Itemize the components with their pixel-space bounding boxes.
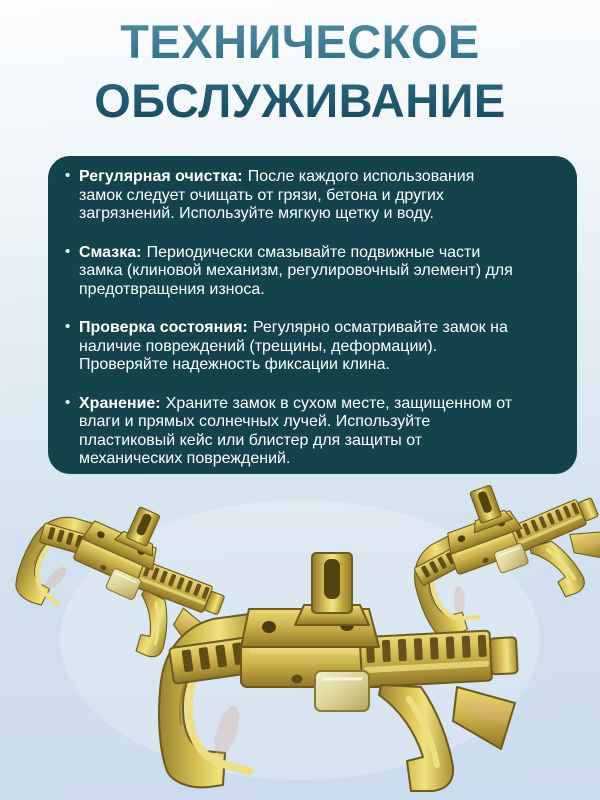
bullet-marker: •	[65, 393, 71, 411]
maintenance-list	[64, 168, 516, 469]
item-label: Смазка:	[79, 243, 142, 261]
bullet-marker: •	[65, 242, 71, 260]
item-text: Регулярно осматривайте замок на наличие повреждений (трещины, деформации). Проверяйте надежность фиксации клина.	[79, 319, 508, 373]
item-text: Храните замок в сухом месте, защищенном от влаги и прямых солнечных лучей. Используйте пластиковый кейс или блистер для защиты от механических повреждений.	[79, 394, 513, 467]
item-text: После каждого использования замок следует очищать от грязи, бетона и других загрязнений. Используйте мягкую щетку и воду.	[79, 168, 475, 222]
maintenance-card	[48, 156, 577, 474]
item-text: Периодически смазывайте подвижные части замка (клиновой механизм, регулировочный элемент) для предотвращения износа.	[79, 243, 513, 298]
bullet-marker: •	[65, 167, 71, 184]
page-title	[0, 12, 600, 130]
item-label: Проверка состояния:	[79, 319, 248, 336]
maintenance-item-cleaning	[64, 168, 516, 224]
bullet-marker: •	[65, 318, 71, 335]
page-title-line-2: ОБСЛУЖИВАНИЕ	[94, 74, 506, 127]
product-photos	[0, 440, 600, 800]
page-title-line-1: ТЕХНИЧЕСКОЕ	[120, 15, 480, 68]
item-label: Регулярная очистка:	[79, 168, 243, 185]
item-label: Хранение:	[79, 394, 161, 412]
maintenance-item-inspection	[64, 319, 516, 375]
maintenance-item-lubrication	[64, 244, 516, 300]
